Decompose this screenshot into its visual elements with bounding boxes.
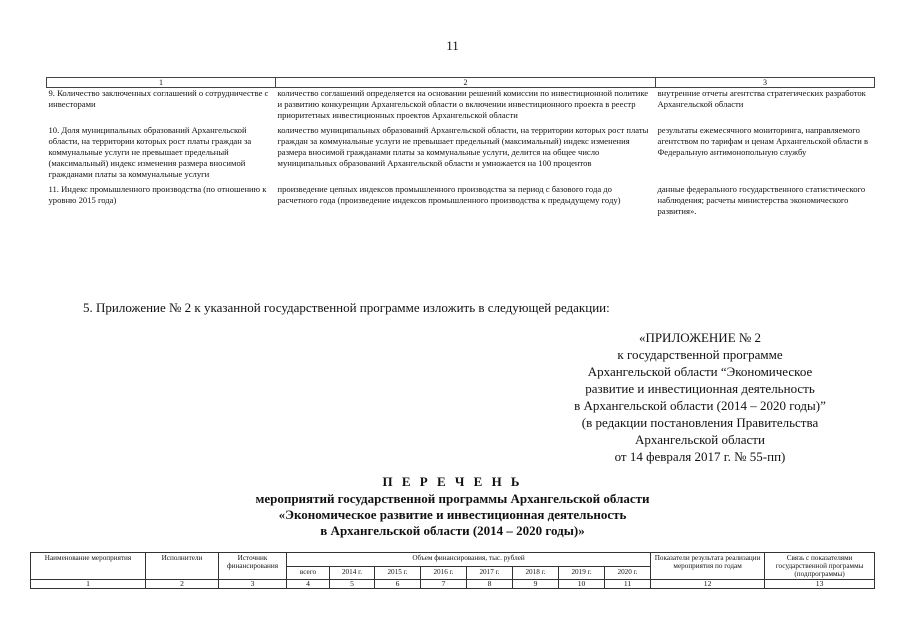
calculation-method: количество соглашений определяется на основании решений комиссии по инвестиционной политике и развитию конкуренции Архангельской области о включении инвестиционного проекта в реестр приоритетных инвестиционных проектов Архангельской области bbox=[277, 88, 649, 120]
header-funding-volume: Объем финансирования, тыс. рублей bbox=[287, 553, 651, 567]
header-measure-name: Наименование мероприятия bbox=[31, 553, 146, 580]
column-number: 2 bbox=[276, 78, 656, 88]
indicator-name: 11. Индекс промышленного производства (по отношению к уровню 2015 года) bbox=[48, 184, 267, 205]
column-number: 7 bbox=[421, 580, 467, 589]
column-number: 11 bbox=[605, 580, 651, 589]
column-number: 13 bbox=[765, 580, 875, 589]
appendix-line: в Архангельской области (2014 – 2020 годы)” bbox=[574, 398, 826, 413]
table-header-row bbox=[47, 78, 875, 88]
column-numbers-row bbox=[31, 580, 875, 589]
column-number: 2 bbox=[146, 580, 219, 589]
column-number: 10 bbox=[559, 580, 605, 589]
calculation-method: количество муниципальных образований Архангельской области, на территории которых рост платы граждан за коммунальные услуги не превышает предельный (максимальный) индекс изменения размера вносимой гражданами платы за коммунальные услуги, делится на общее число муниципальных образований Архангельской области и умножается на 100 процентов bbox=[277, 125, 649, 168]
data-source: внутренние отчеты агентства стратегических разработок Архангельской области bbox=[657, 88, 866, 109]
header-funding-source: Источник финансирования bbox=[219, 553, 287, 580]
column-number: 3 bbox=[219, 580, 287, 589]
appendix-line: «ПРИЛОЖЕНИЕ № 2 bbox=[638, 330, 762, 345]
data-source: данные федерального государственного статистического наблюдения; расчеты министерства экономического развития». bbox=[657, 184, 866, 216]
column-number: 4 bbox=[287, 580, 330, 589]
indicator-name: 10. Доля муниципальных образований Архангельской области, на территории которых рост платы граждан за коммунальные услуги не превышает предельный (максимальный) индекс изменения размера вносимой гражданами платы за коммунальные услуги bbox=[48, 125, 252, 179]
list-title-line: «Экономическое развитие и инвестиционная деятельность bbox=[278, 507, 627, 522]
appendix-header bbox=[535, 329, 865, 465]
calculation-method: произведение цепных индексов промышленного производства за период с базового года до расчетного года (произведение индексов промышленного производства к предыдущему году) bbox=[277, 184, 621, 205]
table-row bbox=[47, 88, 875, 126]
table-row bbox=[47, 125, 875, 184]
header-year: 2015 г. bbox=[375, 566, 421, 580]
column-number: 5 bbox=[330, 580, 375, 589]
indicators-table bbox=[46, 77, 875, 221]
measures-table bbox=[30, 552, 875, 589]
column-number: 1 bbox=[31, 580, 146, 589]
appendix-line: от 14 февраля 2017 г. № 55-пп) bbox=[614, 449, 786, 464]
list-title bbox=[0, 491, 905, 539]
header-year: 2019 г. bbox=[559, 566, 605, 580]
appendix-line: к государственной программе bbox=[617, 347, 783, 362]
data-source: результаты ежемесячного мониторинга, направляемого агентством по тарифам и ценам Архангельской области в Федеральную антимонопольную службу bbox=[657, 125, 869, 157]
table-header-row bbox=[31, 553, 875, 567]
column-number: 8 bbox=[467, 580, 513, 589]
header-program-link: Связь с показателями государственной программы (подпрограммы) bbox=[765, 553, 875, 580]
header-year: 2017 г. bbox=[467, 566, 513, 580]
header-year: 2020 г. bbox=[605, 566, 651, 580]
indicator-name: 9. Количество заключенных соглашений о сотрудничестве с инвесторами bbox=[48, 88, 269, 109]
column-number: 6 bbox=[375, 580, 421, 589]
header-executors: Исполнители bbox=[146, 553, 219, 580]
header-total: всего bbox=[287, 566, 330, 580]
list-heading: П Е Р Е Ч Е Н Ь bbox=[382, 474, 523, 489]
column-number: 1 bbox=[47, 78, 276, 88]
list-title-line: мероприятий государственной программы Архангельской области bbox=[255, 491, 650, 506]
appendix-line: Архангельской области “Экономическое bbox=[587, 364, 813, 379]
page-number: 11 bbox=[446, 38, 459, 53]
appendix-line: развитие и инвестиционная деятельность bbox=[585, 381, 815, 396]
list-title-line: в Архангельской области (2014 – 2020 годы)» bbox=[320, 523, 585, 538]
column-number: 9 bbox=[513, 580, 559, 589]
table-row bbox=[47, 184, 875, 221]
header-year: 2014 г. bbox=[330, 566, 375, 580]
column-number: 12 bbox=[651, 580, 765, 589]
header-result-indicators: Показатели результата реализации мероприятия по годам bbox=[651, 553, 765, 580]
amendment-item-5: 5. Приложение № 2 к указанной государственной программе изложить в следующей редакции: bbox=[83, 300, 610, 315]
column-number: 3 bbox=[656, 78, 875, 88]
appendix-line: Архангельской области bbox=[635, 432, 765, 447]
header-year: 2016 г. bbox=[421, 566, 467, 580]
appendix-line: (в редакции постановления Правительства bbox=[581, 415, 819, 430]
header-year: 2018 г. bbox=[513, 566, 559, 580]
